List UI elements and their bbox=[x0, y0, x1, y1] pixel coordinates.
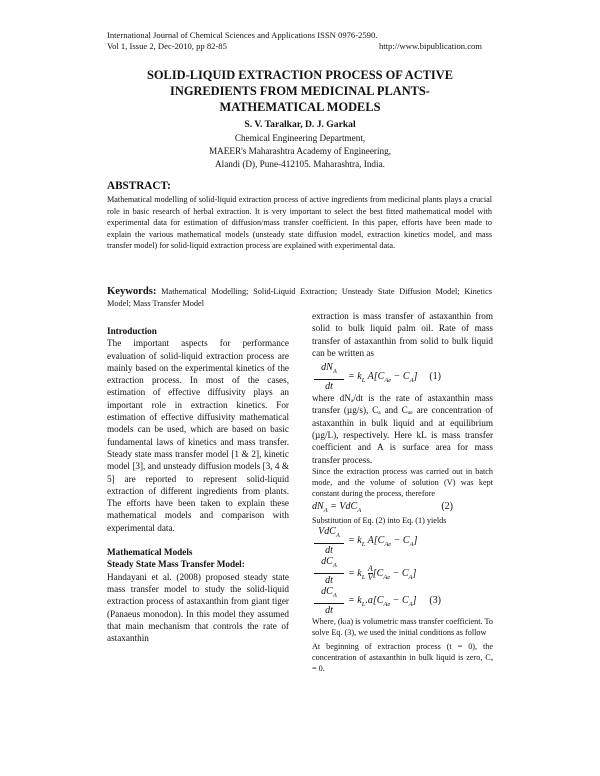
journal-header: International Journal of Chemical Sciences and Applications ISSN 0976-2590. bbox=[107, 30, 378, 40]
affiliation-line-2: MAEER's Maharashtra Academy of Engineering, bbox=[208, 146, 392, 156]
volume-info: Vol 1, Issue 2, Dec-2010, pp 82-85 bbox=[107, 41, 227, 51]
affiliation-line-1: Chemical Engineering Department, bbox=[234, 133, 366, 143]
initial-condition-text: At beginning of extraction process (t = 0), the concentration of astaxanthin in bulk liquid is zero, Cₐ = 0. bbox=[312, 641, 493, 673]
keywords bbox=[107, 286, 492, 310]
substitution-text: Substitution of Eq. (2) into Eq. (1) yields bbox=[312, 515, 447, 525]
volumetric-coefficient-text: Where, (kₗa) is volumetric mass transfer coefficient. To solve Eq. (3), we used the initial conditions as follow bbox=[312, 616, 493, 637]
models-heading: Mathematical Models bbox=[107, 547, 193, 558]
keywords-label: Keywords: bbox=[107, 286, 157, 297]
variable-definitions: where dNₐ/dt is the rate of astaxanthin mass transfer (µg/s), Cₐ and Cₐₑ are concentration of astaxanthin in bulk liquid and at equilibrium (µg/L), respectively. Here kL is mass transfer coefficient and A is surface area for mass transfer process. bbox=[312, 393, 493, 465]
equation-3a: VdC$_A$ dt = $k_L$ $A[C_{Ae} - C_A]$ bbox=[312, 526, 493, 556]
steady-state-text: Handayani et al. (2008) proposed steady state mass transfer model to study the solid-liquid extraction process of astaxanthin from giant tiger (Panaeus monodon). In this model they assumed that main mechanism that controls the rate of astaxanthin bbox=[107, 571, 289, 644]
steady-state-heading: Steady State Mass Transfer Model: bbox=[107, 559, 245, 570]
abstract-text: Mathematical modelling of solid-liquid extraction process of active ingredients from medicinal plants plays a crucial role in basic research of herbal extraction. It is very important to select the best fitted mathematical model with experimental data for estimation of diffusion/mass transfer coefficient. In this paper, efforts have been made to explain the various mathematical models (unsteady state diffusion model, extraction kinetics model, and mass transfer model) for solid-liquid extraction process are explained with experimental data. bbox=[107, 195, 492, 250]
authors: S. V. Taralkar, D. J. Garkal bbox=[244, 119, 356, 130]
right-column bbox=[312, 310, 493, 674]
title-line-3: MATHEMATICAL MODELS bbox=[219, 100, 381, 114]
title-line-2: INGREDIENTS FROM MEDICINAL PLANTS- bbox=[170, 84, 430, 98]
left-column bbox=[107, 325, 289, 644]
equation-3: $dC_A$ dt = $k_L.a[C_{Ae} - C_A]$ (3) bbox=[312, 586, 493, 616]
mass-transfer-paragraph: extraction is mass transfer of astaxanthin from solid to bulk liquid palm oil. Rate of mass transfer of astaxanthin from solid to bulk liquid can be written as bbox=[312, 311, 493, 358]
abstract-heading: ABSTRACT: bbox=[107, 180, 171, 192]
paper-title bbox=[100, 67, 500, 115]
equation-1-label: (1) bbox=[429, 371, 441, 383]
introduction-heading: Introduction bbox=[107, 326, 157, 336]
equation-3-label: (3) bbox=[429, 594, 441, 606]
affiliation bbox=[100, 132, 500, 171]
title-line-1: SOLID-LIQUID EXTRACTION PROCESS OF ACTIVE bbox=[147, 68, 453, 82]
equation-3b: $dC_A$ dt = $k_L$ $\frac{A}{V}[C_{Ae} - C_A]$ bbox=[312, 556, 493, 586]
equation-2: $dN_A = VdC_A$ (2) bbox=[312, 500, 453, 514]
introduction-text: The important aspects for performance evaluation of solid-liquid extraction process are mainly based on the experimental kinetics of the extraction process. In most of the cases, estimation of effective diffusivity plays an important role in extraction kinetics. For estimation of effective diffusivity mathematical models can be used, which are based on basic fundamental laws of kinetics and mass transfer. Steady state mass transfer model [1 & 2], kinetic model [3], and unsteady diffusion models [3, 4 & 5] are reported to represent solid-liquid extraction of different ingredients from plants. The efforts have been taken to explain these mathematical models and comparison with experimental data. bbox=[107, 338, 289, 533]
keywords-text: Mathematical Modelling; Solid-Liquid Extraction; Unsteady State Diffusion Model; Kinetics Model; Mass Transfer Model bbox=[107, 287, 492, 308]
affiliation-line-3: Alandi (D), Pune-412105. Maharashtra, India. bbox=[215, 159, 385, 169]
journal-url[interactable]: http://www.bipublication.com bbox=[378, 41, 482, 51]
equation-1: $dN_A$ dt = $k_L$ $A[C_{Ae} - C_A]$ (1) bbox=[312, 362, 493, 392]
equation-2-label: (2) bbox=[441, 500, 453, 512]
batch-mode-text: Since the extraction process was carried out in batch mode, and the volume of solution (V) was kept constant during the process, therefore bbox=[312, 466, 493, 498]
